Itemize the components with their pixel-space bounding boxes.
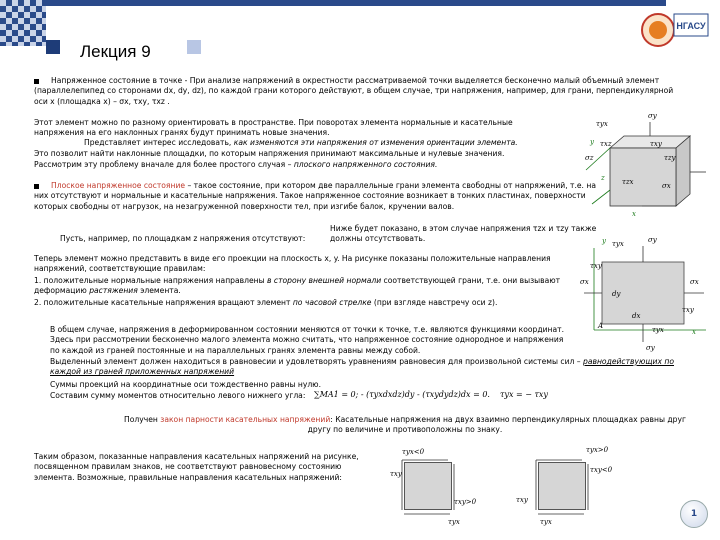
paragraph-find-planes: Это позволит найти наклонные площадки, по которым напряжения принимают максимальные и нулевые значения. xyxy=(34,149,505,158)
paragraph-stress-state: Напряженное состояние в точке - При анализе напряжений в окрестности рассматриваемой точки выделяется бесконечно малый объемный элемент (параллелепипед со сторонами dx, dy, dz), по каждой грани которого действуют, в общем случае, три напряжения, например, для грани, перпендикулярной оси x (площадка x) – σx, τxy, τxz . xyxy=(34,76,674,106)
header-checker-pattern xyxy=(0,0,46,46)
label-txy-3d: τxy xyxy=(650,140,662,148)
label-x-axis-2d: x xyxy=(692,328,696,336)
label-dy-2d: dy xyxy=(612,290,621,298)
label-sx-left-2d: σx xyxy=(580,278,589,286)
title-square-left xyxy=(46,40,60,54)
paragraph-plane-case: Рассмотрим эту проблему вначале для более простого случая – плоского напряженного состояния. xyxy=(34,160,438,169)
paragraph-equilibrium: Выделенный элемент должен находиться в равновесии и удовлетворять уравнениям равновесия для произвольной системы сил – равнодействующих по каждой из граней приложенных напряжений xyxy=(50,357,674,377)
label-z-axis-3d: z xyxy=(601,174,605,182)
moment-equation: ∑MA1 = 0; - (τyxdxdz)dy - (τxydydz)dx = 0. xyxy=(314,390,490,399)
title-square-right xyxy=(187,40,201,54)
paragraph-correct-directions: Таким образом, показанные направления касательных напряжений на рисунке, посвященном правилам знаков, не соответствуют равновесному состоянию элемента. Возможные, правильные направления касательных напряжений: xyxy=(34,452,359,482)
university-logo xyxy=(640,6,710,56)
label-x-axis-3d: x xyxy=(632,210,636,218)
bullet-icon xyxy=(34,79,39,84)
label-y-axis-2d: y xyxy=(602,237,606,245)
label-tzx-3d: τzx xyxy=(622,178,634,186)
label-txy-left-neg: τxy xyxy=(390,470,402,478)
label-txy-neg: τxy<0 xyxy=(590,466,613,474)
label-tzy-3d: τzy xyxy=(664,154,676,162)
label-sy-3d: σy xyxy=(648,112,657,120)
header-top-bar xyxy=(46,0,666,6)
label-tyx-pos: τyx>0 xyxy=(586,446,609,454)
rule-1: 1. положительные нормальные напряжения направлены в сторону внешней нормали соответствующей грани, т.е. они вызывают деформацию растяжения элемента. xyxy=(34,276,561,296)
bullet-icon xyxy=(34,184,39,189)
label-txy-right-2d: τxy xyxy=(682,306,694,314)
paragraph-tz-absent: Ниже будет показано, в этом случае напряжения τzx и τzy также должны отсутствовать. xyxy=(330,224,597,244)
label-sy-bottom-2d: σy xyxy=(646,344,655,352)
figure-2d-element xyxy=(574,234,716,354)
paragraph-projections-zero: Суммы проекций на координатные оси тождественно равны нулю. xyxy=(50,380,321,389)
paragraph-orientation: Этот элемент можно по разному ориентировать в пространстве. При поворотах элемента нормальные и касательные напряжения на его наклонных гранях будут принимать новые значения. xyxy=(34,118,513,138)
arrows-positive xyxy=(522,450,602,530)
label-tyx-top-2d: τyx xyxy=(612,240,624,248)
label-tyx-bottom-pos: τyx xyxy=(540,518,552,526)
paragraph-projection: Теперь элемент можно представить в виде его проекции на плоскость x, y. На рисунке показаны положительные направления напряжений, соответствующие правилам: xyxy=(34,254,551,274)
paragraph-moment-sum: Составим сумму моментов относительно левого нижнего угла: xyxy=(50,391,306,400)
label-txy-left-pos: τxy xyxy=(516,496,528,504)
page-number-badge: 1 xyxy=(680,500,708,528)
label-sx-right-2d: σx xyxy=(690,278,699,286)
label-tyx-neg: τyx<0 xyxy=(402,448,425,456)
label-txz-3d: τxz xyxy=(600,140,612,148)
paragraph-z-free: Пусть, например, по площадкам z напряжения отсутствуют: xyxy=(60,234,306,243)
paragraph-plane-stress: Плоское напряженное состояние – такое состояние, при котором две параллельные грани элемента свободны от напряжений, т.е. на них отсутствуют и нормальные и касательные напряжения. Такое напряженное состояние возникает в тонких пластинах, поверхности которых свободны от нагрузок, на незагруженной поверхности тел, при изгибе балок, кручении валов. xyxy=(34,181,596,211)
paragraph-interest: Представляет интерес исследовать, как изменяются эти напряжения от изменения ориентации элемента. xyxy=(84,138,518,147)
label-dx-2d: dx xyxy=(632,312,641,320)
label-tyx-bottom-2d: τyx xyxy=(652,326,664,334)
paragraph-pairing-law: Получен закон парности касательных напряжений: Касательные напряжения на двух взаимно перпендикулярных площадках равны друг другу по величине и противоположны по знаку. xyxy=(124,415,686,435)
label-sz-3d: σz xyxy=(585,154,594,162)
label-sx-3d: σx xyxy=(662,182,671,190)
paragraph-general-case: В общем случае, напряжения в деформированном состоянии меняются от точки к точке, т.е. являются функциями координат. Здесь при рассмотрении бесконечно малого элемента можно считать, что напряженное состояние однородное и напряжения по каждой из граней постоянные и на параллельных гранях элемента равны между собой. xyxy=(50,325,565,355)
page-title: Лекция 9 xyxy=(80,42,151,61)
figure-3d-element xyxy=(582,112,712,220)
label-tyx-bottom-neg: τyx xyxy=(448,518,460,526)
label-A-2d: A xyxy=(598,322,604,330)
pairing-equation: τyx = − τxy xyxy=(500,390,548,399)
label-txy-pos: τxy>0 xyxy=(454,498,477,506)
label-txy-left-2d: τxy xyxy=(590,262,602,270)
label-sy-top-2d: σy xyxy=(648,236,657,244)
rule-2: 2. положительные касательные напряжения вращают элемент по часовой стрелке (при взгляде навстречу оси z). xyxy=(34,298,498,307)
logo-text: НГАСУ xyxy=(676,21,706,31)
label-y-axis-3d: y xyxy=(590,138,594,146)
label-tyx-3d: τyx xyxy=(596,120,608,128)
